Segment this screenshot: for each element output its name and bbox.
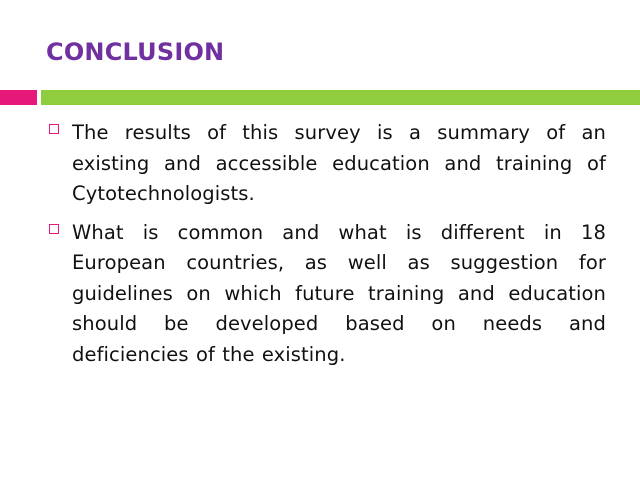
hollow-square-bullet-icon bbox=[49, 224, 59, 234]
bullet-item-1 bbox=[46, 118, 606, 210]
accent-bar-green bbox=[41, 90, 640, 105]
bullet-list bbox=[46, 118, 606, 378]
bullet-item-2 bbox=[46, 218, 606, 371]
slide-title: CONCLUSION bbox=[46, 38, 225, 66]
accent-bar-pink bbox=[0, 90, 37, 105]
bullet-text-2: What is common and what is different in 18 European countries, as well as suggestion for guidelines on which future training and education should be developed based on needs and deficiencies of the existing. bbox=[72, 220, 606, 366]
hollow-square-bullet-icon bbox=[49, 124, 59, 134]
bullet-text-1: The results of this survey is a summary of an existing and accessible education and training of Cytotechnologists. bbox=[72, 121, 606, 205]
